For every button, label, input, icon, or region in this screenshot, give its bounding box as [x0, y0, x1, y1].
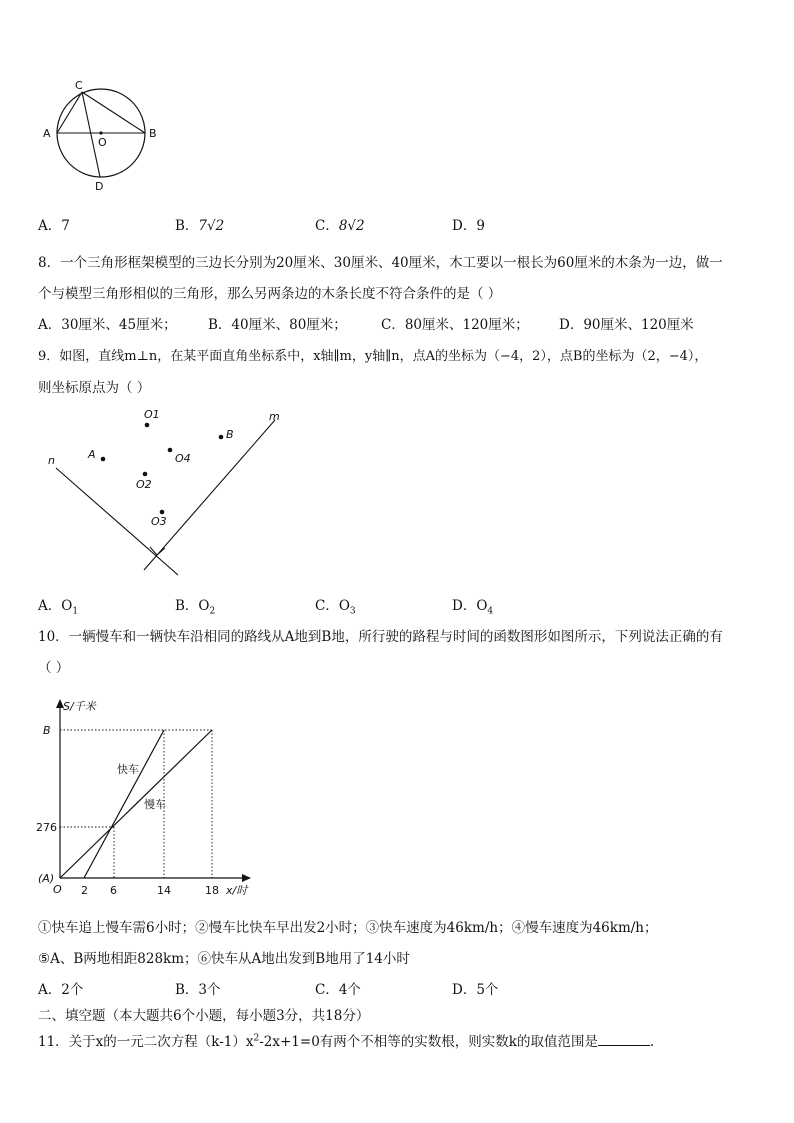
- q11-text: [38, 1030, 663, 1050]
- q11-text-after: -2x+1=0有两个不相等的实数根，则实数k的取值范围是: [259, 1034, 598, 1050]
- section-heading: 二、填空题（本大题共6个小题，每小题3分，共18分）: [38, 1008, 370, 1024]
- label-b: B: [226, 428, 234, 441]
- fast-car-label: 快车: [117, 763, 139, 776]
- circle-figure: [38, 78, 168, 193]
- x-tick-o: O: [53, 883, 62, 896]
- center-point: [99, 131, 102, 134]
- label-a: A: [43, 127, 51, 140]
- q8-option-c: C．80厘米、120厘米；: [381, 317, 529, 333]
- q10-statements-line1: ①快车追上慢车需6小时；②慢车比快车早出发2小时；③快车速度为46km/h；④慢车速度为46km/h；: [38, 920, 658, 936]
- q11-text-before: 11．关于x的一元二次方程（k-1）x: [38, 1034, 254, 1050]
- y-axis-label: S/千米: [63, 700, 96, 713]
- y-tick-b: B: [43, 724, 51, 737]
- q8-option-a: A．30厘米、45厘米；: [38, 317, 177, 333]
- chord-cd: [82, 92, 100, 177]
- point-b: [219, 435, 224, 440]
- q9-text-line2: 则坐标原点为（ ）: [38, 380, 151, 396]
- q11-end: ．: [649, 1034, 664, 1050]
- x-axis-label: x/时: [226, 884, 248, 897]
- q8-option-b: B．40厘米、80厘米；: [208, 317, 347, 333]
- q10-option-c: C．4个: [315, 982, 361, 998]
- slow-car-line: [60, 730, 212, 878]
- q8-option-d: D．90厘米、120厘米: [559, 317, 694, 333]
- label-d: D: [95, 180, 104, 193]
- x-axis-arrow: [242, 874, 251, 882]
- x-tick-2: 2: [81, 884, 88, 897]
- point-o1: [145, 423, 150, 428]
- label-n: n: [48, 454, 55, 467]
- point-o4: [168, 448, 173, 453]
- point-o2: [143, 472, 148, 477]
- label-a: A: [88, 448, 96, 461]
- label-o4: O4: [175, 452, 191, 465]
- label-o3: O3: [151, 515, 167, 528]
- slow-car-label: 慢车: [144, 798, 166, 811]
- q9-option-c: C．$O_3$: [315, 598, 356, 617]
- q10-text-line1: 10．一辆慢车和一辆快车沿相同的路线从A地到B地，所行驶的路程与时间的函数图形如图所示，下列说法正确的有: [38, 629, 723, 645]
- label-b: B: [149, 127, 157, 140]
- q9-option-a: A．$O_1$: [38, 598, 79, 617]
- q10-option-a: A．2个: [38, 982, 84, 998]
- q7-option-a: A．7: [38, 218, 70, 234]
- label-o2: O2: [136, 478, 152, 491]
- label-o1: O1: [144, 408, 160, 421]
- q9-text-line1: 9．如图，直线m⊥n，在某平面直角坐标系中，x轴∥m，y轴∥n，点A的坐标为（−4，2），点B的坐标为（2，−4），: [38, 349, 708, 364]
- q10-statements-line2: ⑤A、B两地相距828km；⑥快车从A地出发到B地用了14小时: [38, 951, 410, 967]
- q10-option-b: B．3个: [175, 982, 221, 998]
- label-m: m: [269, 410, 280, 423]
- x-tick-14: 14: [157, 884, 171, 897]
- line-m: [144, 420, 275, 570]
- q9-option-b: B．$O_2$: [175, 598, 216, 617]
- q8-text-line2: 个与模型三角形相似的三角形，那么另两条边的木条长度不符合条件的是（ ）: [38, 286, 502, 302]
- label-o: O: [98, 136, 107, 149]
- perpendicular-lines-figure: [40, 400, 300, 580]
- chord-cb: [82, 92, 145, 133]
- y-tick-276: 276: [36, 821, 57, 834]
- x-tick-6: 6: [110, 884, 117, 897]
- label-c: C: [75, 79, 83, 92]
- answer-blank[interactable]: [598, 1033, 650, 1046]
- distance-time-chart: [36, 696, 266, 901]
- q10-text-line2: （ ）: [38, 660, 70, 676]
- q8-text-line1: 8．一个三角形框架模型的三边长分别为20厘米、30厘米、40厘米，木工要以一根长为60厘米的木条为一边，做一: [38, 255, 723, 271]
- q11-superscript: 2: [253, 1033, 260, 1044]
- x-tick-18: 18: [205, 884, 219, 897]
- q9-option-d: D．$O_4$: [452, 598, 494, 617]
- point-a: [101, 457, 106, 462]
- q7-option-c: C．8√2: [315, 218, 365, 234]
- q10-option-d: D．5个: [452, 982, 499, 998]
- point-o3: [160, 510, 165, 515]
- q7-option-b: B．7√2: [175, 218, 225, 234]
- y-tick-a: (A): [38, 872, 55, 885]
- q7-option-d: D．9: [452, 218, 485, 234]
- chord-ac: [57, 92, 82, 133]
